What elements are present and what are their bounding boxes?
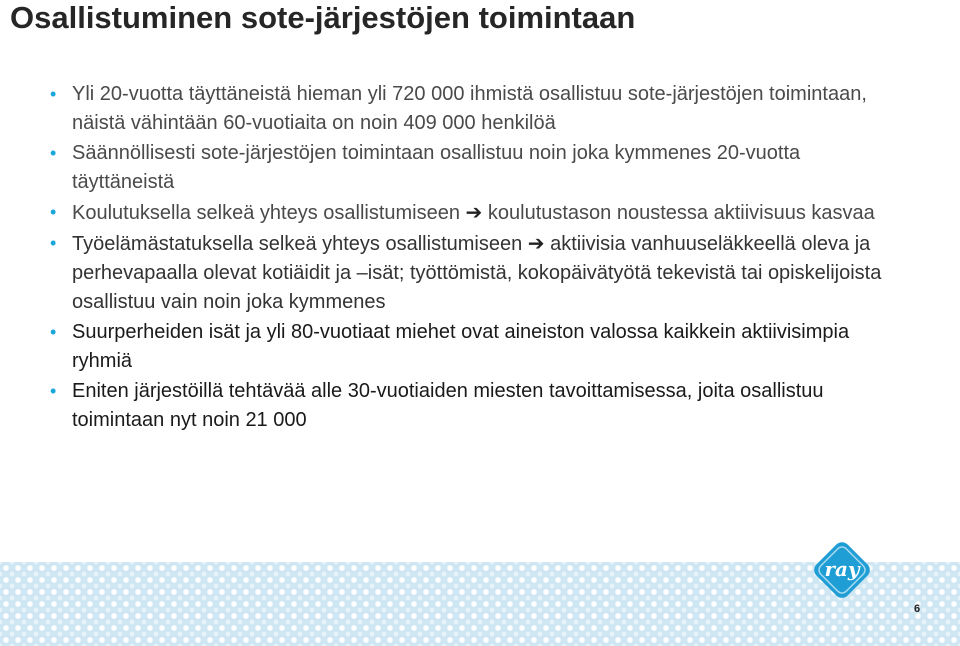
bullet-text: Suurperheiden isät ja yli 80-vuotiaat miehet ovat aineiston valossa kaikkein aktiivisimpia ryhmiä <box>72 321 850 372</box>
bullet-text: Koulutuksella selkeä yhteys osallistumiseen <box>72 202 460 224</box>
bullet-text: koulutustason noustessa aktiivisuus kasvaa <box>487 202 875 224</box>
bullet-item <box>0 80 900 138</box>
right-arrow-icon: ➔ <box>465 200 483 224</box>
bullet-dot-icon: • <box>50 143 57 163</box>
bullet-text: Työelämästatuksella selkeä yhteys osallistumiseen <box>72 233 523 255</box>
bullet-item <box>0 377 900 435</box>
bullet-dot-icon: • <box>50 84 57 104</box>
bullet-item <box>0 229 900 317</box>
bullet-text: Yli 20-vuotta täyttäneistä hieman yli 720 000 ihmistä osallistuu sote-järjestöjen toimintaan, näistä vähintään 60-vuotiaita on noin 409 000 henkilöä <box>72 83 867 134</box>
bullet-dot-icon: • <box>50 202 57 222</box>
bullet-dot-icon: • <box>50 322 57 342</box>
bullet-dot-icon: • <box>50 233 57 253</box>
slide-title: Osallistuminen sote-järjestöjen toimintaan <box>10 0 636 35</box>
page-number: 6 <box>914 603 921 615</box>
bullet-list <box>0 80 900 436</box>
bullet-item <box>0 198 900 228</box>
logo-text: ray <box>824 557 860 581</box>
bullet-dot-icon: • <box>50 381 57 401</box>
bullet-item <box>0 139 900 197</box>
bullet-text: Eniten järjestöillä tehtävää alle 30-vuotiaiden miesten tavoittamisessa, joita osallistuu toimintaan nyt noin 21 000 <box>72 380 824 431</box>
bullet-text: aktiivisia vanhuuseläkkeellä oleva ja perhevapaalla olevat kotiäidit ja –isät; työttömistä, kokopäivätyötä tekevistä tai opiskelijoista osallistuu vain noin joka kymmenes <box>72 233 882 313</box>
ray-logo <box>806 534 878 606</box>
bullet-item <box>0 318 900 376</box>
bullet-text: Säännöllisesti sote-järjestöjen toimintaan osallistuu noin joka kymmenes 20-vuotta täyttäneistä <box>72 142 801 193</box>
right-arrow-icon: ➔ <box>527 231 545 255</box>
